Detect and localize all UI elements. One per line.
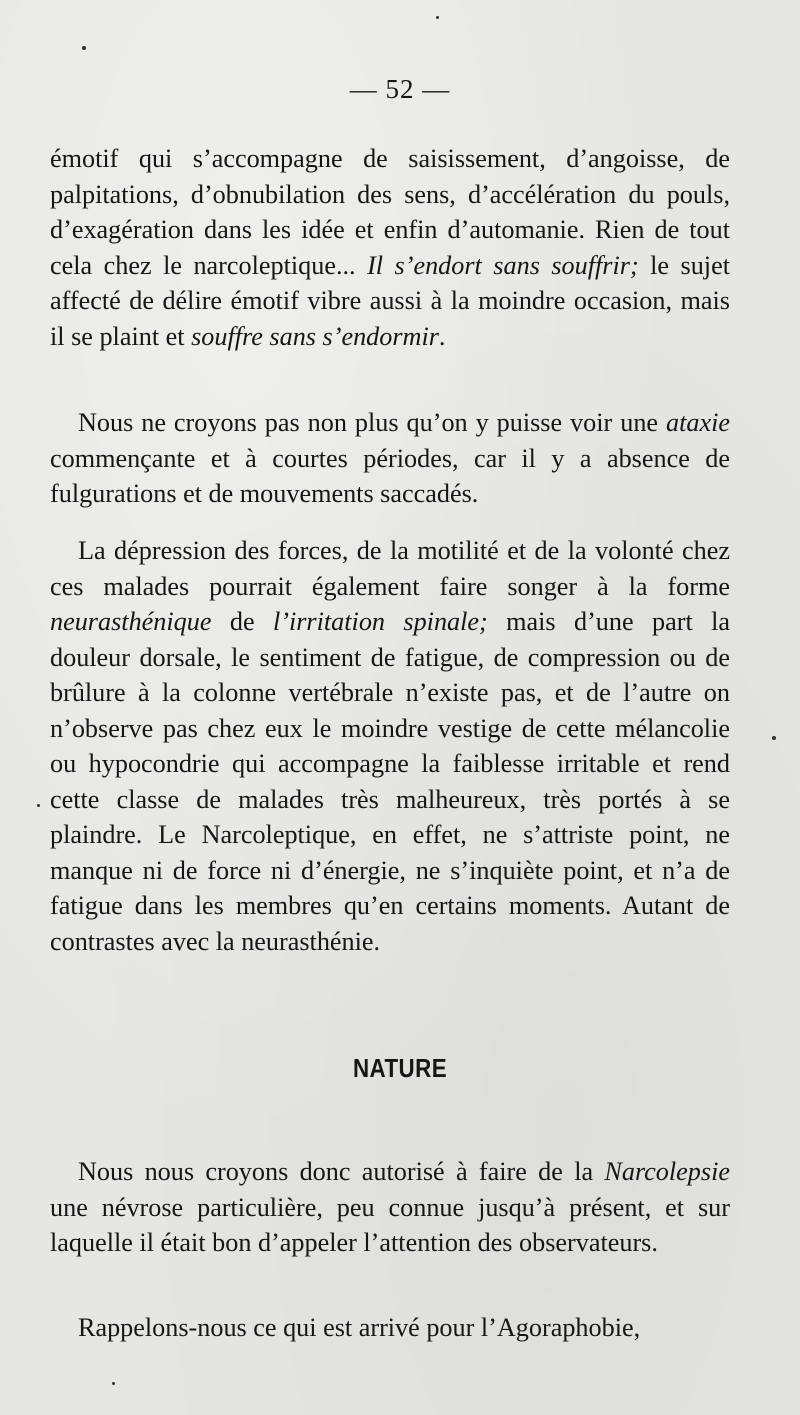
text-run: de <box>211 607 273 636</box>
paragraph-depression <box>50 533 730 959</box>
text-run: émotif qui s’accompagne de saisissement, d’angoisse, de palpitations, d’obnubilation des sens, d’accélération du pouls, d’exagération dans les idée et enfin d’automanie. Rien de tout cela chez le narcoleptique... <box>50 144 730 280</box>
italic-run: Narcolepsie <box>604 1157 730 1186</box>
page-number: — 52 — <box>349 74 451 104</box>
ink-speck <box>112 1382 115 1385</box>
paragraph-emotif <box>50 141 730 354</box>
paragraph-agoraphobie <box>50 1310 730 1346</box>
paragraph-narcolepsie <box>50 1154 730 1261</box>
italic-run: ataxie <box>666 408 730 437</box>
text-run: Nous nous croyons donc autorisé à faire de la <box>78 1157 605 1186</box>
paragraph-ataxie <box>50 405 730 512</box>
text-run: une névrose particulière, peu connue jusqu’à présent, et sur laquelle il était bon d’appeler l’attention des observateurs. <box>50 1192 730 1257</box>
ink-speck <box>772 736 776 740</box>
italic-run: souffre sans s’endormir <box>191 321 439 351</box>
text-run: La dépression des forces, de la motilité et de la volonté chez ces malades pourrait également faire songer à la forme <box>50 536 730 601</box>
italic-run: neurasthénique <box>50 607 212 636</box>
text-run: le sujet affecté de délire émotif vibre aussi à la moindre occasion, mais il se plaint et <box>50 250 730 351</box>
ink-speck <box>436 16 439 19</box>
ink-speck <box>37 804 40 807</box>
text-run: Rappelons-nous ce qui est arrivé pour l’Agoraphobie, <box>78 1313 641 1342</box>
italic-run: Il s’endort sans souffrir; <box>367 250 639 280</box>
ink-speck <box>82 46 86 50</box>
text-run: Nous ne croyons pas non plus qu’on y puisse voir une <box>78 408 666 437</box>
section-heading: NATURE <box>352 1053 448 1083</box>
text-run: commençante et à courtes périodes, car il y a absence de fulgurations et de mouvements saccadés. <box>50 443 730 508</box>
text-run: . <box>438 321 446 351</box>
text-run: mais d’une part la douleur dorsale, le sentiment de fatigue, de compression ou de brûlure à la colonne vertébrale n’existe pas, et de l’autre on n’observe pas chez eux le moindre vestige de cette mélancolie ou hypocondrie qui accompagne la faiblesse irritable et rend cette classe de malades très malheureux, très portés à se plaindre. Le Narcoleptique, en effet, ne s’attriste point, ne manque ni de force ni d’énergie, ne s’inquiète point, et n’a de fatigue dans les membres qu’en certains moments. Autant de contrastes avec la neurasthénie. <box>50 607 731 956</box>
italic-run: l’irritation spinale; <box>272 607 488 636</box>
